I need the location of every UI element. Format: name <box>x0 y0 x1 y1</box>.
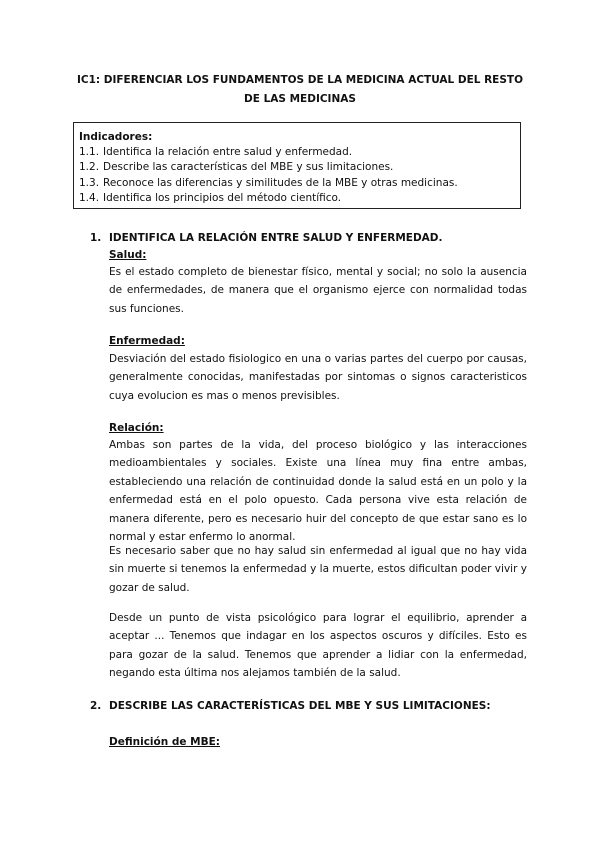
mbe-definition-label: Definición de MBE: <box>109 736 220 748</box>
salud-label: Salud: <box>109 249 147 261</box>
indicator-text: Reconoce las diferencias y similitudes de la MBE y otras medicinas. <box>103 176 458 189</box>
enfermedad-label: Enfermedad: <box>109 335 185 347</box>
section-number: 1. <box>90 232 102 244</box>
indicator-item <box>79 191 520 206</box>
section-1-heading <box>90 229 443 247</box>
indicator-number: 1.3. <box>79 176 100 189</box>
salud-paragraph: Es el estado completo de bienestar físico, mental y social; no solo la ausencia de enfermedades, de manera que el organismo ejerce con normalidad todas sus funciones. <box>109 266 527 315</box>
indicator-text: Identifica la relación entre salud y enfermedad. <box>103 146 353 159</box>
indicator-text: Identifica los principios del método científico. <box>103 191 342 204</box>
relacion-paragraph-2: Es necesario saber que no hay salud sin enfermedad al igual que no hay vida sin muerte si tenemos la enfermedad y la muerte, estos dificultan poder vivir y gozar de salud. <box>109 545 527 594</box>
indicators-heading: Indicadores: <box>79 131 153 143</box>
enfermedad-paragraph: Desviación del estado fisiologico en una o varias partes del cuerpo por causas, generalmente conocidas, manifestadas por sintomas o signos caracteristicos cuya evolucion es mas o menos previsibles. <box>109 353 527 402</box>
section-2-heading <box>90 697 491 715</box>
indicator-text: Describe las características del MBE y sus limitaciones. <box>103 161 394 174</box>
section-number: 2. <box>90 700 102 712</box>
section-title: DESCRIBE LAS CARACTERÍSTICAS DEL MBE Y SUS LIMITACIONES: <box>109 700 491 712</box>
indicator-number: 1.1. <box>79 146 100 159</box>
indicator-number: 1.4. <box>79 191 100 204</box>
section-title: IDENTIFICA LA RELACIÓN ENTRE SALUD Y ENFERMEDAD. <box>109 232 443 244</box>
relacion-label: Relación: <box>109 422 164 434</box>
indicator-item <box>79 145 520 160</box>
relacion-paragraph-1: Ambas son partes de la vida, del proceso biológico y las interacciones medioambientales y sociales. Existe una línea muy fina entre ambas, estableciendo una relación de continuidad donde la salud está en un polo y la enfermedad está en el polo opuesto. Cada persona vive esta relación de manera diferente, pero es necesario huir del concepto de que estar sano es lo normal y estar enfermo lo anormal. <box>109 439 527 544</box>
indicators-box <box>73 122 521 209</box>
document-title: IC1: DIFERENCIAR LOS FUNDAMENTOS DE LA MEDICINA ACTUAL DEL RESTO DE LAS MEDICINAS <box>76 74 524 105</box>
indicator-number: 1.2. <box>79 161 100 174</box>
indicator-item <box>79 176 520 191</box>
relacion-paragraph-3: Desde un punto de vista psicológico para lograr el equilibrio, aprender a aceptar ... Tenemos que indagar en los aspectos oscuros y difíciles. Esto es para gozar de la salud. Tenemos que aprender a lidiar con la enfermedad, negando esta última nos alejamos también de la salud. <box>109 612 527 680</box>
indicator-item <box>79 160 520 175</box>
